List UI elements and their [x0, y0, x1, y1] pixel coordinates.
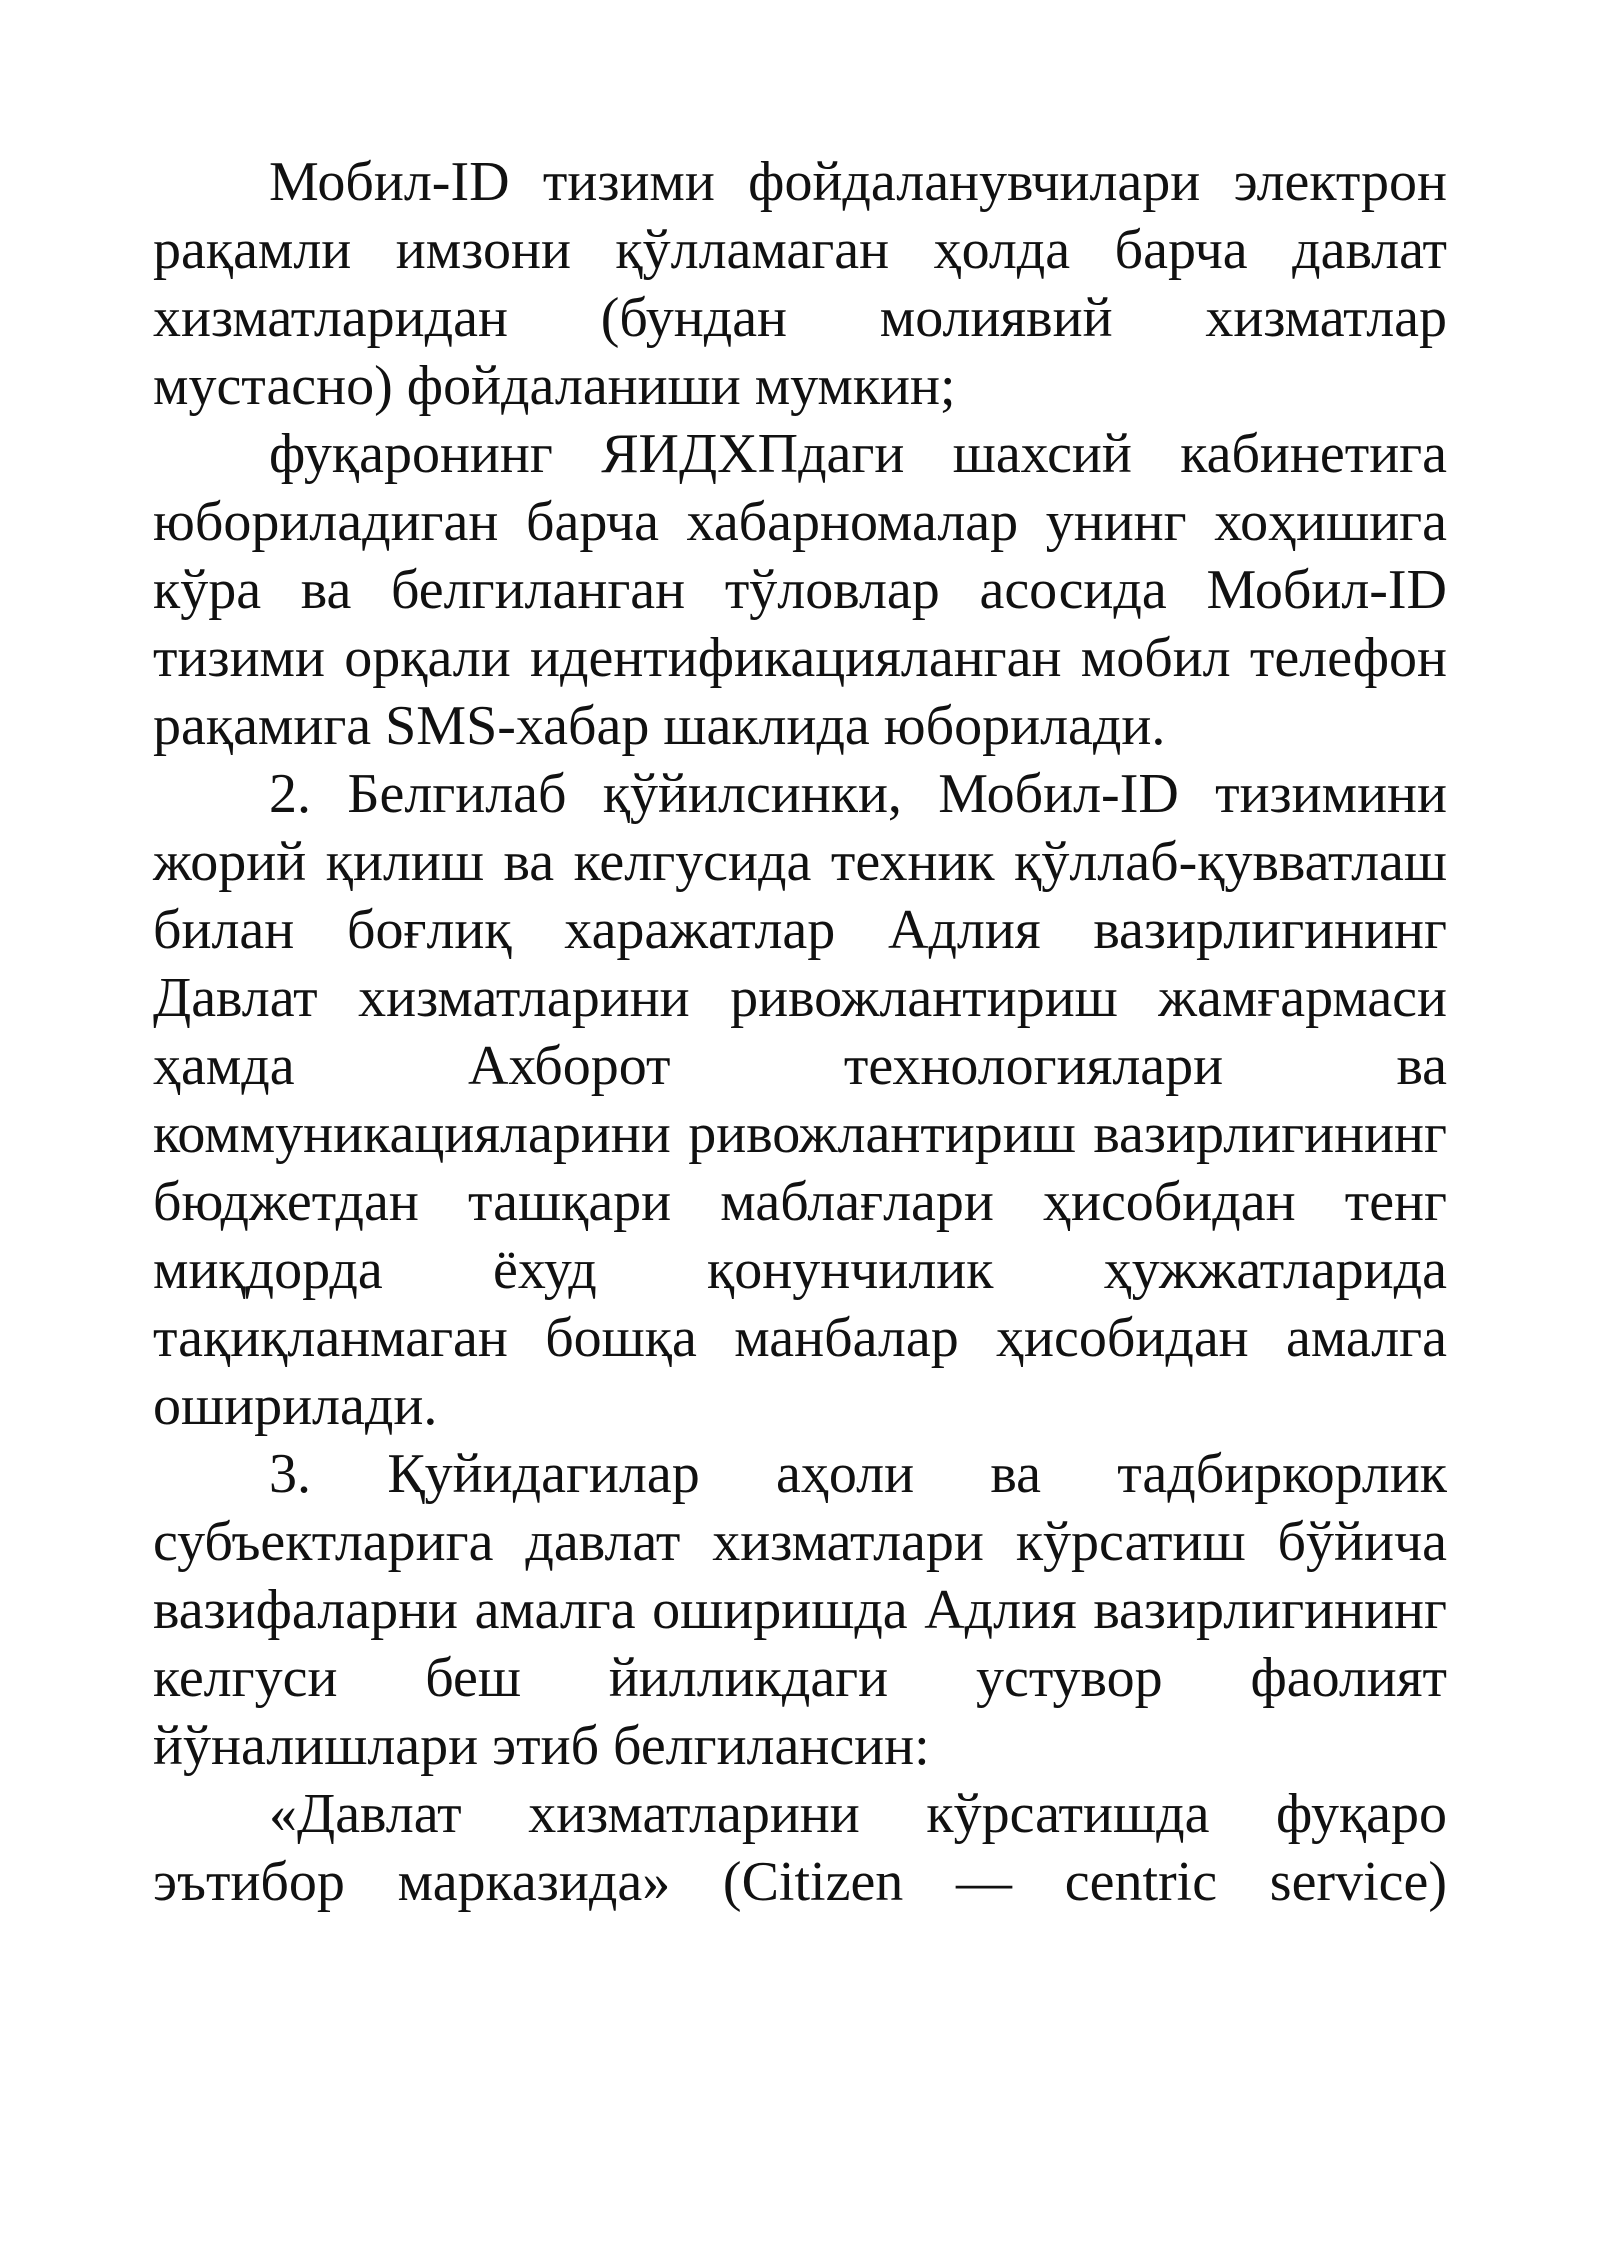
document-body — [153, 148, 1447, 1916]
paragraph-item-2-expenses: 2. Белгилаб қўйилсинки, Мобил-ID тизимини жорий қилиш ва келгусида техник қўллаб-қувватлаш билан боғлиқ харажатлар Адлия вазирлигининг Давлат хизматларини ривожлантириш жамғармаси ҳамда Ахборот технологиялари ва коммуникацияларини ривожлантириш вазирлигининг бюджетдан ташқари маблағлари ҳисобидан тенг миқдорда ёхуд қонунчилик ҳужжатларида тақиқланмаган бошқа манбалар ҳисобидан амалга оширилади. — [153, 763, 1447, 1437]
paragraph-notifications: фуқаронинг ЯИДХПдаги шахсий кабинетига юбориладиган барча хабарномалар унинг хоҳишига кўра ва белгиланган тўловлар асосида Мобил-ID тизими орқали идентификацияланган мобил телефон рақамига SMS-хабар шаклида юборилади. — [153, 423, 1447, 757]
paragraph-citizen-centric: «Давлат хизматларини кўрсатишда фуқаро эътибор марказида» (Citizen — centric service) — [153, 1783, 1447, 1913]
paragraph-item-3-priorities: 3. Қуйидагилар аҳоли ва тадбиркорлик субъектларига давлат хизматлари кўрсатиш бўйича вазифаларни амалга оширишда Адлия вазирлигининг келгуси беш йилликдаги устувор фаолият йўналишлари этиб белгилансин: — [153, 1443, 1447, 1777]
paragraph-mobile-id-users: Мобил-ID тизими фойдаланувчилари электрон рақамли имзони қўлламаган ҳолда барча давлат хизматларидан (бундан молиявий хизматлар мустасно) фойдаланиши мумкин; — [153, 151, 1447, 417]
